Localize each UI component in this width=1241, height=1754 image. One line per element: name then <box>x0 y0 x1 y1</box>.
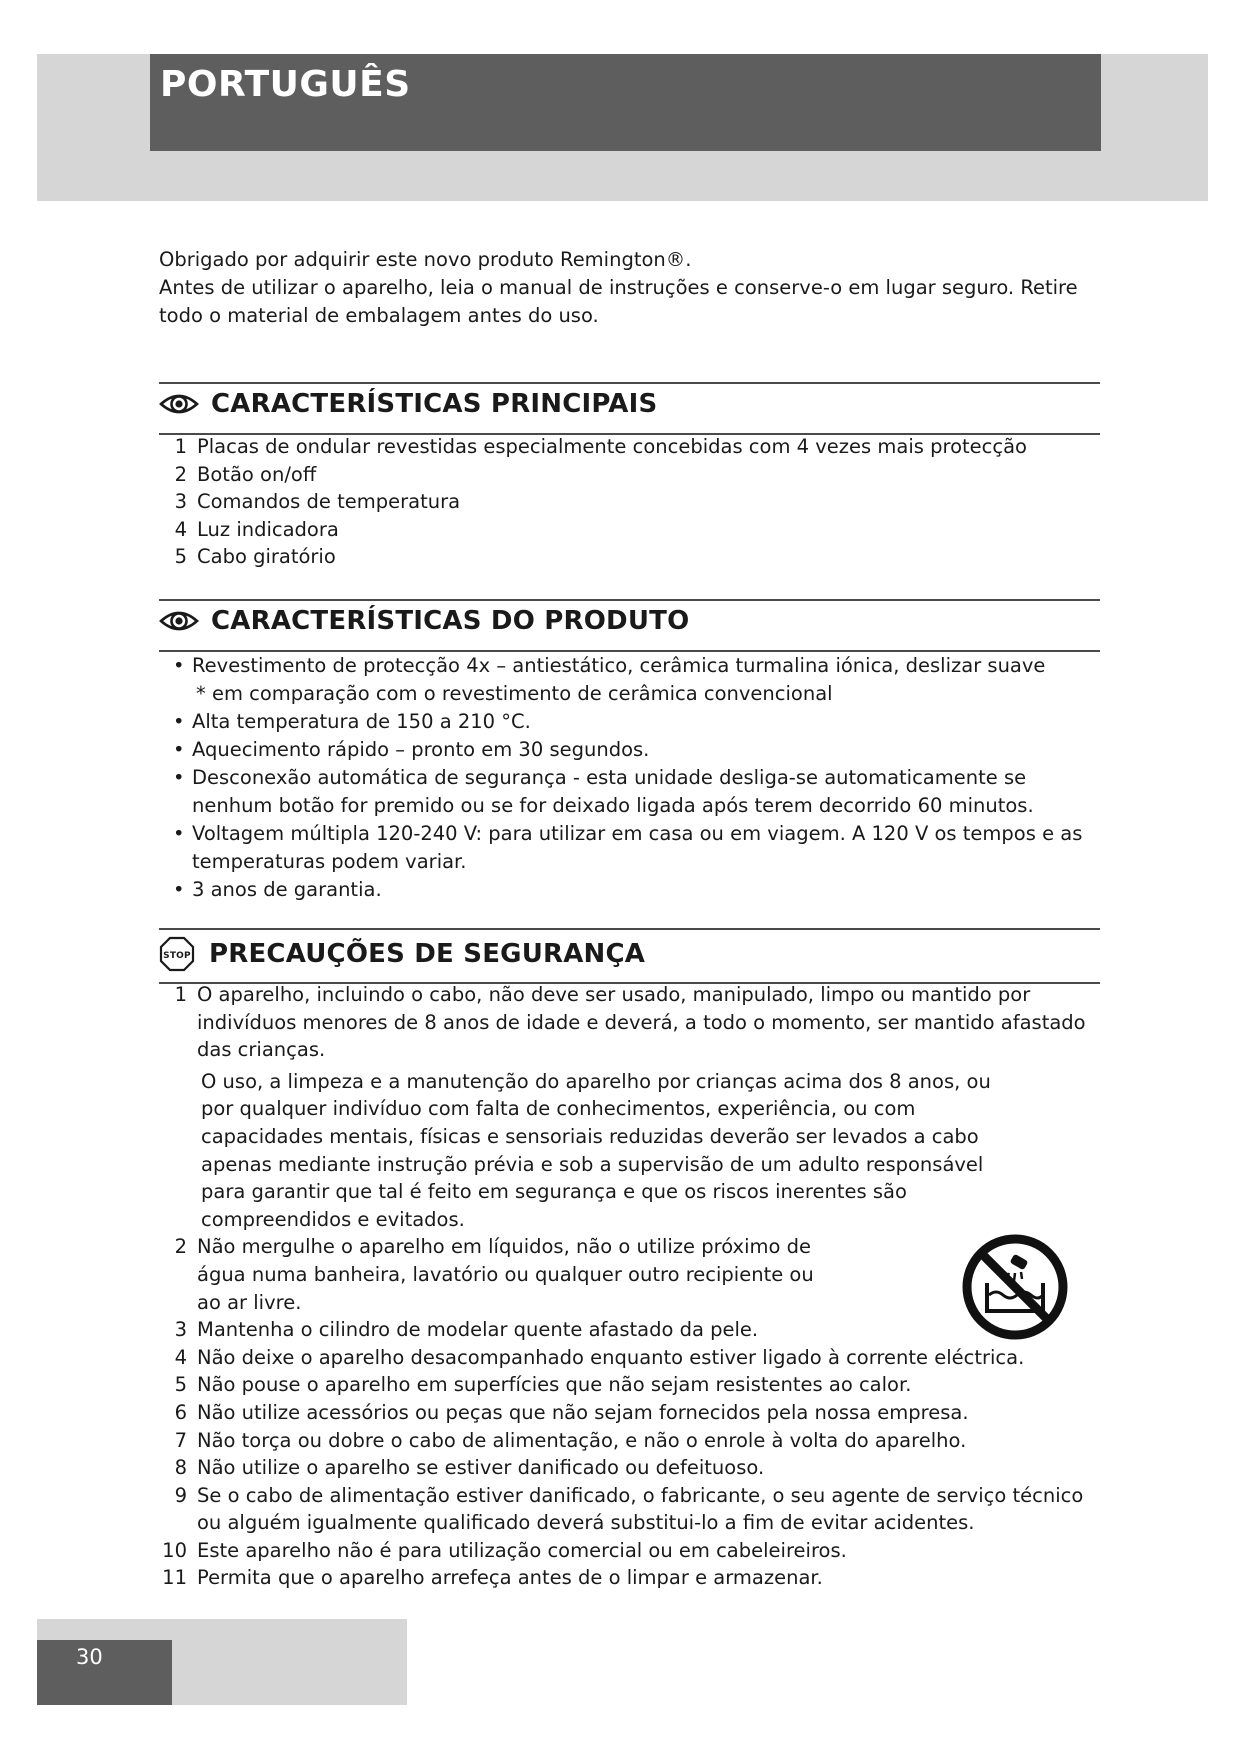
item-text: Não pouse o aparelho em superfícies que não sejam resistentes ao calor. <box>197 1373 912 1397</box>
item-number: 2 <box>174 1235 187 1259</box>
section-rule-top <box>159 928 1100 930</box>
page-title: PORTUGUÊS <box>160 64 411 105</box>
section-title: CARACTERÍSTICAS DO PRODUTO <box>211 606 690 636</box>
bullet-item <box>159 764 1099 820</box>
bullet-item <box>159 736 1099 764</box>
list-item <box>159 981 1099 1233</box>
item-text: Placas de ondular revestidas especialmente concebidas com 4 vezes mais protecção <box>197 435 1027 458</box>
item-text: Permita que o aparelho arrefeça antes de o limpar e armazenar. <box>197 1566 823 1590</box>
stop-icon-label: STOP <box>163 951 191 961</box>
list-item <box>159 1344 1099 1372</box>
item-paragraph: O uso, a limpeza e a manutenção do aparelho por crianças acima dos 8 anos, ou por qualquer indivíduo com falta de conhecimentos, experiência, ou com capacidades mentais, físicas e sensoriais reduzidas deverão ser levados a cabo apenas mediante instrução prévia e sob a supervisão de um adulto responsável para garantir que tal é feito em segurança e que os riscos inerentes são compreendidos e evitados. <box>201 1069 991 1231</box>
section-title: CARACTERÍSTICAS PRINCIPAIS <box>211 389 658 419</box>
item-number: 9 <box>174 1483 187 1507</box>
item-text: Botão on/off <box>197 462 317 486</box>
item-text: Não utilize o aparelho se estiver danificado ou defeituoso. <box>197 1456 765 1480</box>
bullet-text: Aquecimento rápido – pronto em 30 segundos. <box>192 738 650 761</box>
section-title: PRECAUÇÕES DE SEGURANÇA <box>209 939 646 969</box>
item-text: O aparelho, incluindo o cabo, não deve ser usado, manipulado, limpo ou mantido por indivíduos menores de 8 anos de idade e deverá, a todo o momento, ser mantido afastado das crianças. <box>197 983 1086 1062</box>
list-item <box>159 1371 1099 1399</box>
item-number: 10 <box>162 1538 187 1562</box>
bullet-text: Revestimento de protecção 4x – antiestático, cerâmica turmalina iónica, deslizar suave <box>192 654 1046 677</box>
item-text: Se o cabo de alimentação estiver danificado, o fabricante, o seu agente de serviço técnico ou alguém igualmente qualificado deverá substitui-lo a fim de evitar acidentes. <box>197 1483 1084 1535</box>
item-number: 3 <box>174 1318 187 1342</box>
bullet-note: * em comparação com o revestimento de cerâmica convencional <box>196 682 833 705</box>
item-number: 11 <box>162 1566 187 1590</box>
list-item <box>159 1233 1099 1316</box>
item-text: Não utilize acessórios ou peças que não sejam fornecidos pela nossa empresa. <box>197 1400 969 1424</box>
item-text: Cabo giratório <box>197 545 336 569</box>
bullet-text: 3 anos de garantia. <box>192 878 382 901</box>
bullet-text: Voltagem múltipla 120-240 V: para utilizar em casa ou em viagem. A 120 V os tempos e as temperaturas podem variar. <box>192 822 1083 873</box>
item-number: 3 <box>174 490 187 514</box>
list-item <box>159 1454 1099 1482</box>
intro <box>159 246 1079 330</box>
item-number: 4 <box>174 1345 187 1369</box>
intro-line-2: Antes de utilizar o aparelho, leia o manual de instruções e conserve-o em lugar seguro. Retire todo o material de embalagem antes do uso. <box>159 276 1078 327</box>
list-item <box>159 1427 1099 1455</box>
bullet-item <box>159 652 1099 708</box>
item-number: 4 <box>174 517 187 541</box>
bullet-text: Alta temperatura de 150 a 210 °C. <box>192 710 531 733</box>
eye-icon <box>159 389 199 419</box>
section-heading-safety <box>159 936 645 972</box>
section-rule-top <box>159 599 1100 601</box>
item-text: Luz indicadora <box>197 517 339 541</box>
item-number: 2 <box>174 462 187 486</box>
bullet-item <box>159 820 1099 876</box>
intro-line-1: Obrigado por adquirir este novo produto Remington®. <box>159 248 692 271</box>
bullet-item <box>159 876 1099 904</box>
item-text: Comandos de temperatura <box>197 490 461 514</box>
item-text: Mantenha o cilindro de modelar quente afastado da pele. <box>197 1318 759 1342</box>
list-item <box>159 1399 1099 1427</box>
no-water-immersion-icon <box>959 1231 1071 1343</box>
item-number: 1 <box>174 983 187 1006</box>
item-number: 6 <box>174 1400 187 1424</box>
section-heading-product-features <box>159 606 689 636</box>
stop-icon <box>159 936 195 972</box>
safety-list <box>159 981 1099 1592</box>
bullet-item <box>159 708 1099 736</box>
item-text: Não mergulhe o aparelho em líquidos, não o utilize próximo de água numa banheira, lavatório ou qualquer outro recipiente ou ao ar livre. <box>197 1235 814 1314</box>
item-text: Não torça ou dobre o cabo de alimentação, e não o enrole à volta do aparelho. <box>197 1428 967 1452</box>
section-rule-top <box>159 382 1100 384</box>
list-item <box>159 1482 1099 1537</box>
list-item <box>159 543 1099 571</box>
item-text: Não deixe o aparelho desacompanhado enquanto estiver ligado à corrente eléctrica. <box>197 1345 1025 1369</box>
footer-box <box>37 1640 172 1705</box>
product-features-list <box>159 652 1099 904</box>
item-number: 5 <box>174 545 187 569</box>
page-number: 30 <box>76 1645 103 1669</box>
list-item <box>159 461 1099 489</box>
section-heading-main-features <box>159 389 657 419</box>
main-features-list <box>159 433 1099 571</box>
list-item <box>159 433 1099 461</box>
bullet-text: Desconexão automática de segurança - esta unidade desliga-se automaticamente se nenhum botão for premido ou se for deixado ligada após terem decorrido 60 minutos. <box>192 766 1034 817</box>
list-item <box>159 516 1099 544</box>
item-number: 7 <box>174 1428 187 1452</box>
item-text: Este aparelho não é para utilização comercial ou em cabeleireiros. <box>197 1538 847 1562</box>
list-item <box>159 1564 1099 1592</box>
item-number: 8 <box>174 1456 187 1480</box>
list-item <box>159 1316 1099 1344</box>
eye-icon <box>159 606 199 636</box>
list-item <box>159 488 1099 516</box>
list-item <box>159 1537 1099 1565</box>
item-number: 5 <box>174 1373 187 1397</box>
item-number: 1 <box>174 435 187 458</box>
